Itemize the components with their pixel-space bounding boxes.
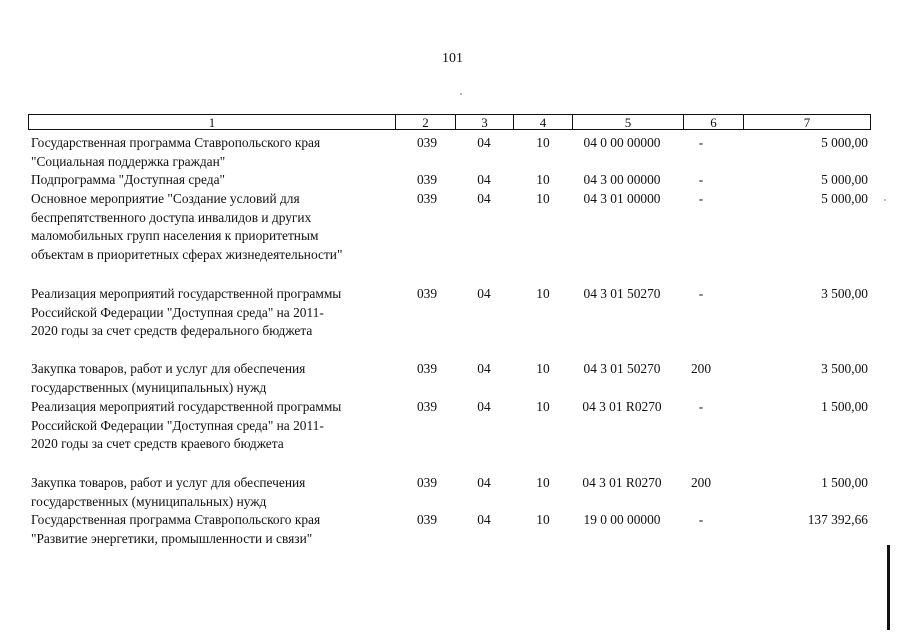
row-gr: 039 bbox=[416, 191, 438, 206]
scan-artifact bbox=[884, 199, 886, 201]
row-csr: 04 3 01 R0270 bbox=[582, 399, 662, 414]
row-csr: 04 3 01 R0270 bbox=[582, 475, 662, 490]
row-vr: - bbox=[698, 286, 704, 301]
row-vr: 200 bbox=[690, 361, 712, 376]
scan-edge-line bbox=[887, 545, 890, 630]
row-name: Основное мероприятие "Создание условий для беспрепятственного доступа инвалидов и других маломобильных групп населения к приоритетным объектам в приоритетных сферах жизнедеятельности" bbox=[31, 191, 343, 262]
row-csr: 04 3 01 50270 bbox=[583, 361, 661, 376]
row-sum: 1 500,00 bbox=[821, 399, 868, 414]
row-pr: 10 bbox=[536, 191, 550, 206]
row-gr: 039 bbox=[416, 172, 438, 187]
row-rz: 04 bbox=[477, 286, 491, 301]
row-rz: 04 bbox=[477, 135, 491, 150]
row-rz: 04 bbox=[477, 399, 491, 414]
row-pr: 10 bbox=[536, 361, 550, 376]
row-gr: 039 bbox=[416, 286, 438, 301]
row-csr: 19 0 00 00000 bbox=[583, 512, 661, 527]
row-gr: 039 bbox=[416, 475, 438, 490]
row-sum: 1 500,00 bbox=[821, 475, 868, 490]
row-sum: 5 000,00 bbox=[821, 191, 868, 206]
row-pr: 10 bbox=[536, 512, 550, 527]
row-rz: 04 bbox=[477, 191, 491, 206]
row-vr: - bbox=[698, 191, 704, 206]
column-header-4: 4 bbox=[514, 115, 573, 129]
row-name: Подпрограмма "Доступная среда" bbox=[31, 172, 225, 187]
column-header-7: 7 bbox=[803, 115, 811, 130]
column-header-6: 6 bbox=[684, 115, 744, 129]
row-gr: 039 bbox=[416, 361, 438, 376]
row-pr: 10 bbox=[536, 399, 550, 414]
column-header-3: 3 bbox=[456, 115, 514, 129]
scan-artifact bbox=[460, 93, 462, 95]
row-gr: 039 bbox=[416, 399, 438, 414]
row-sum: 5 000,00 bbox=[821, 135, 868, 150]
row-sum: 3 500,00 bbox=[821, 286, 868, 301]
row-pr: 10 bbox=[536, 172, 550, 187]
row-pr: 10 bbox=[536, 475, 550, 490]
row-rz: 04 bbox=[477, 172, 491, 187]
row-name: Государственная программа Ставропольского края "Социальная поддержка граждан" bbox=[31, 135, 321, 169]
row-vr: - bbox=[698, 172, 704, 187]
row-vr: - bbox=[698, 135, 704, 150]
row-name: Реализация мероприятий государственной программы Российской Федерации "Доступная среда" на 2011- 2020 годы за счет средств краевого бюджета bbox=[31, 399, 342, 452]
row-pr: 10 bbox=[536, 135, 550, 150]
row-csr: 04 3 01 50270 bbox=[583, 286, 661, 301]
row-name: Закупка товаров, работ и услуг для обеспечения государственных (муниципальных) нужд bbox=[31, 475, 306, 509]
page-number: 101 bbox=[442, 51, 463, 66]
row-rz: 04 bbox=[477, 361, 491, 376]
row-name: Государственная программа Ставропольского края "Развитие энергетики, промышленности и связи" bbox=[31, 512, 321, 546]
column-header-5: 5 bbox=[573, 115, 684, 129]
column-header-1: 1 bbox=[29, 115, 396, 129]
row-gr: 039 bbox=[416, 512, 438, 527]
row-rz: 04 bbox=[477, 475, 491, 490]
row-name: Закупка товаров, работ и услуг для обеспечения государственных (муниципальных) нужд bbox=[31, 361, 306, 395]
row-name: Реализация мероприятий государственной программы Российской Федерации "Доступная среда" на 2011- 2020 годы за счет средств федерального бюджета bbox=[31, 286, 342, 339]
row-gr: 039 bbox=[416, 135, 438, 150]
row-pr: 10 bbox=[536, 286, 550, 301]
row-csr: 04 3 01 00000 bbox=[583, 191, 661, 206]
row-sum: 137 392,66 bbox=[807, 512, 868, 527]
row-vr: 200 bbox=[690, 475, 712, 490]
column-header-2: 2 bbox=[396, 115, 456, 129]
row-sum: 5 000,00 bbox=[821, 172, 868, 187]
row-rz: 04 bbox=[477, 512, 491, 527]
row-csr: 04 3 00 00000 bbox=[583, 172, 661, 187]
table-header-row bbox=[28, 114, 871, 130]
row-csr: 04 0 00 00000 bbox=[583, 135, 661, 150]
row-vr: - bbox=[698, 512, 704, 527]
row-sum: 3 500,00 bbox=[821, 361, 868, 376]
row-vr: - bbox=[698, 399, 704, 414]
